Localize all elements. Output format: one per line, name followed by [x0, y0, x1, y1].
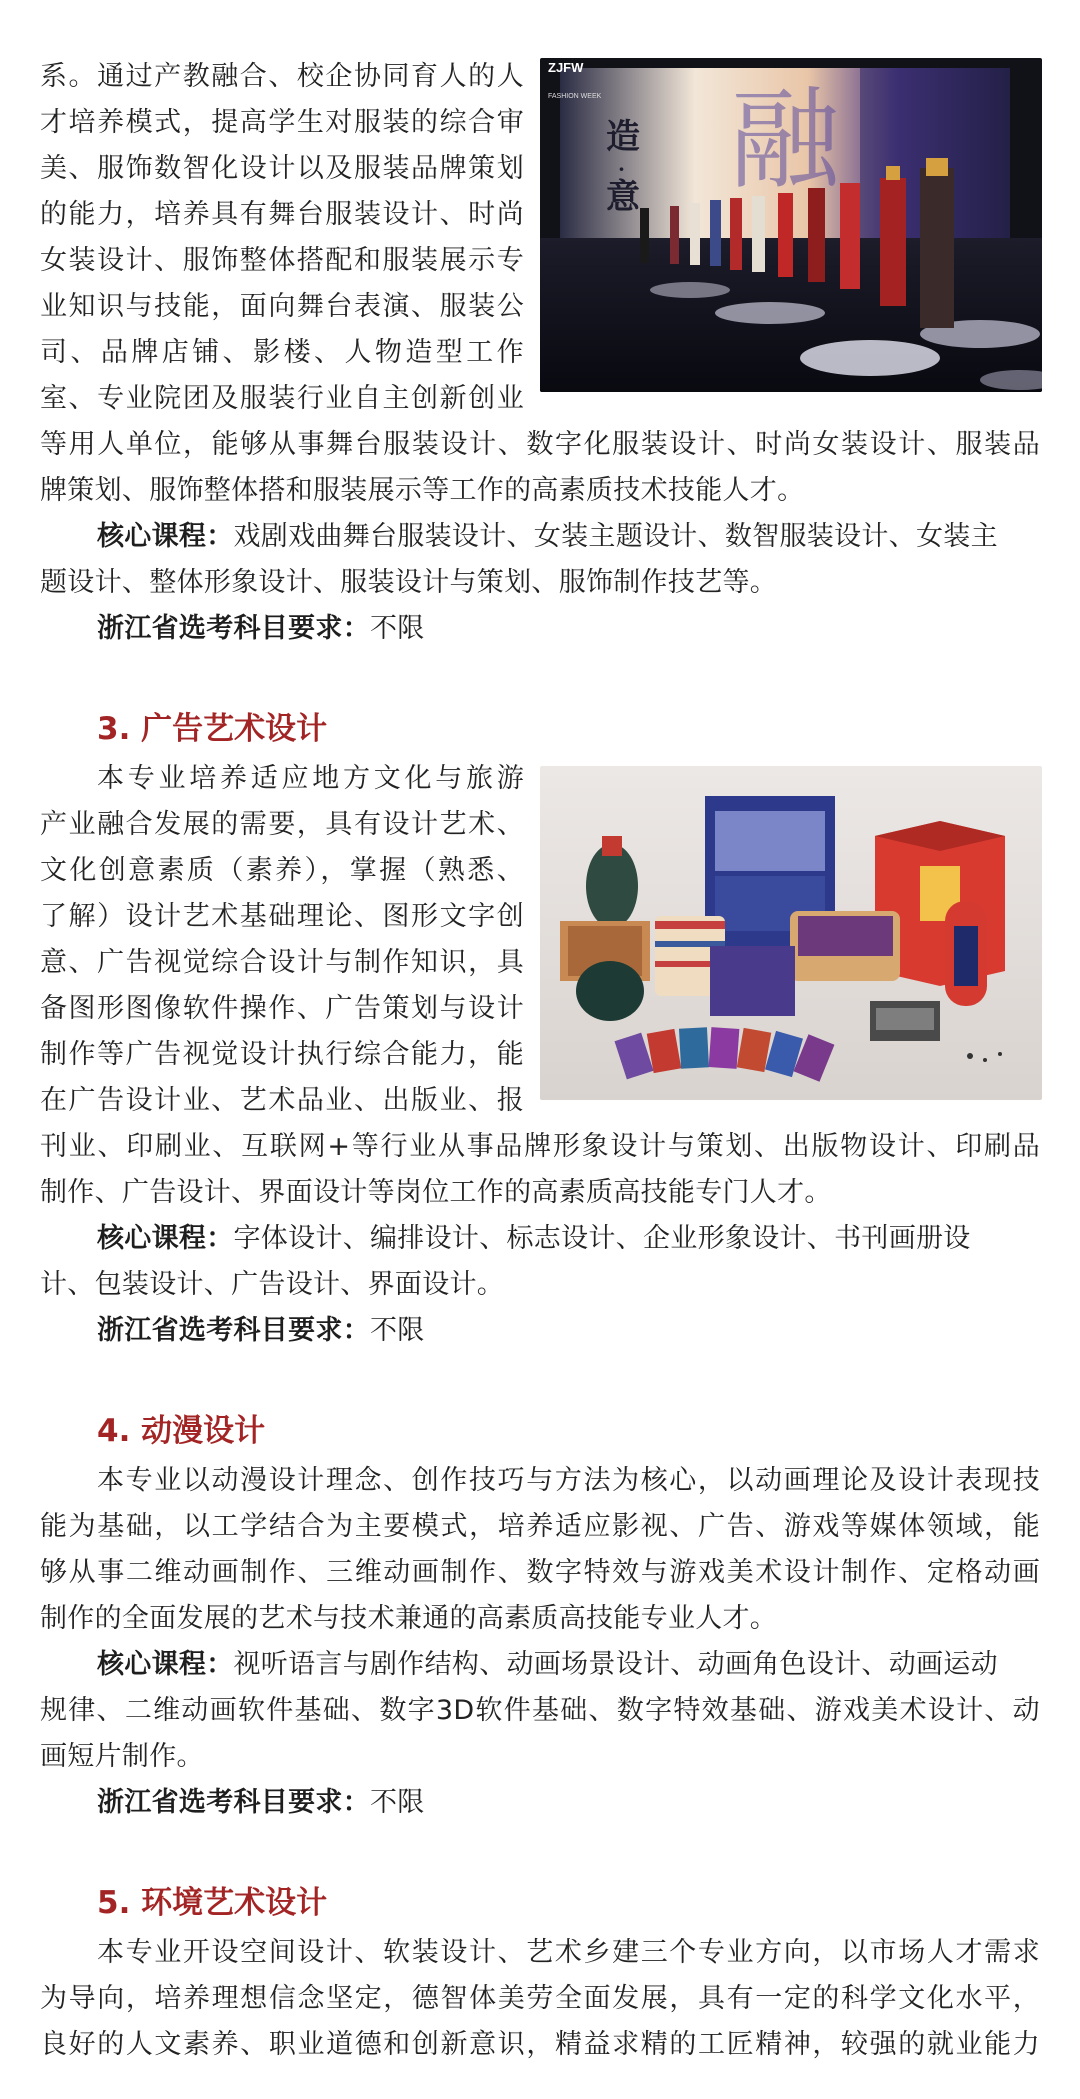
advert-intro-line: 产业融合发展的需要，具有设计艺术、	[40, 809, 524, 840]
animation-courses-line: 规律、二维动画软件基础、数字3D软件基础、数字特效基础、游戏美术设计、动	[40, 1695, 1040, 1726]
section-heading-environment: 5. 环境艺术设计	[97, 1885, 328, 1921]
fashion-intro-line: 司、品牌店铺、影楼、人物造型工作	[40, 337, 524, 368]
animation-intro-line: 本专业以动漫设计理念、创作技巧与方法为核心，以动画理论及设计表现技	[97, 1465, 1040, 1496]
animation-intro-line: 制作的全面发展的艺术与技术兼通的高素质高技能专业人才。	[40, 1603, 778, 1634]
animation-courses-line	[97, 1641, 998, 1689]
fashion-body-line: 等用人单位，能够从事舞台服装设计、数字化服装设计、时尚女装设计、服装品	[40, 429, 1040, 460]
environment-intro-line: 良好的人文素养、职业道德和创新意识，精益求精的工匠精神，较强的就业能力	[40, 2029, 1040, 2060]
environment-intro-line: 本专业开设空间设计、软装设计、艺术乡建三个专业方向，以市场人才需求	[97, 1937, 1040, 1968]
photo-logo-sub: FASHION WEEK	[548, 93, 602, 100]
fashion-show-photo	[540, 58, 1042, 392]
advert-intro-line: 了解）设计艺术基础理论、图形文字创	[40, 901, 524, 932]
courses-label: 核心课程：	[97, 1223, 234, 1254]
fashion-body-line: 牌策划、服饰整体搭和服装展示等工作的高素质技术技能人才。	[40, 475, 805, 506]
advert-intro-line: 文化创意素质（素养），掌握（熟悉、	[40, 855, 524, 886]
fashion-intro-line: 女装设计、服饰整体搭配和服装展示专	[40, 245, 524, 276]
products-illustration	[540, 766, 1042, 1100]
advert-intro-line: 在广告设计业、艺术品业、出版业、报	[40, 1085, 524, 1116]
fashion-courses-line: 题设计、整体形象设计、服装设计与策划、服饰制作技艺等。	[40, 567, 778, 598]
advert-body-line: 刊业、印刷业、互联网+等行业从事品牌形象设计与策划、出版物设计、印刷品	[40, 1131, 1040, 1162]
photo-title-char: 意	[606, 177, 640, 217]
photo-logo: ZJFW	[548, 60, 584, 75]
fashion-subject-line	[97, 605, 425, 653]
animation-intro-line: 能为基础，以工学结合为主要模式，培养适应影视、广告、游戏等媒体领域，能	[40, 1511, 1040, 1542]
subject-value: 不限	[370, 1787, 425, 1818]
advert-body-line: 制作、广告设计、界面设计等岗位工作的高素质高技能专门人才。	[40, 1177, 832, 1208]
fashion-intro-line: 才培养模式，提高学生对服装的综合审	[40, 107, 524, 138]
subject-label: 浙江省选考科目要求：	[97, 1787, 370, 1818]
environment-intro-line: 为导向，培养理想信念坚定，德智体美劳全面发展，具有一定的科学文化水平，	[40, 1983, 1040, 2014]
courses-text: 戏剧戏曲舞台服装设计、女装主题设计、数智服装设计、女装主	[233, 521, 998, 552]
courses-label: 核心课程：	[97, 521, 234, 552]
courses-text: 视听语言与剧作结构、动画场景设计、动画角色设计、动画运动	[233, 1649, 998, 1680]
advert-courses-line	[97, 1215, 971, 1263]
subject-value: 不限	[370, 613, 425, 644]
advert-products-photo	[540, 766, 1042, 1100]
fashion-intro-line: 系。通过产教融合、校企协同育人的人	[40, 61, 524, 92]
advert-subject-line	[97, 1307, 425, 1355]
advert-courses-line: 计、包装设计、广告设计、界面设计。	[40, 1269, 505, 1300]
fashion-intro-line: 的能力，培养具有舞台服装设计、时尚	[40, 199, 524, 230]
advert-intro-line: 制作等广告视觉设计执行综合能力，能	[40, 1039, 524, 1070]
animation-courses-line: 画短片制作。	[40, 1741, 204, 1772]
courses-text: 字体设计、编排设计、标志设计、企业形象设计、书刊画册设	[233, 1223, 971, 1254]
advert-intro-line: 备图形图像软件操作、广告策划与设计	[40, 993, 524, 1024]
animation-subject-line	[97, 1779, 425, 1827]
advert-intro-line: 意、广告视觉综合设计与制作知识，具	[40, 947, 524, 978]
photo-title-char: ·	[618, 157, 625, 181]
subject-label: 浙江省选考科目要求：	[97, 613, 370, 644]
photo-title-char: 造	[606, 117, 640, 157]
fashion-intro-line: 美、服饰数智化设计以及服装品牌策划	[40, 153, 524, 184]
photo-big-char: 融	[730, 76, 840, 204]
section-heading-animation: 4. 动漫设计	[97, 1413, 266, 1449]
advert-intro-line: 本专业培养适应地方文化与旅游	[97, 763, 524, 794]
fashion-intro-line: 室、专业院团及服装行业自主创新创业	[40, 383, 524, 414]
fashion-intro-line: 业知识与技能，面向舞台表演、服装公	[40, 291, 524, 322]
animation-intro-line: 够从事二维动画制作、三维动画制作、数字特效与游戏美术设计制作、定格动画	[40, 1557, 1040, 1588]
runway-illustration	[540, 58, 1042, 392]
courses-label: 核心课程：	[97, 1649, 234, 1680]
subject-value: 不限	[370, 1315, 425, 1346]
section-heading-advert: 3. 广告艺术设计	[97, 711, 328, 747]
subject-label: 浙江省选考科目要求：	[97, 1315, 370, 1346]
fashion-courses-line	[97, 513, 1040, 561]
